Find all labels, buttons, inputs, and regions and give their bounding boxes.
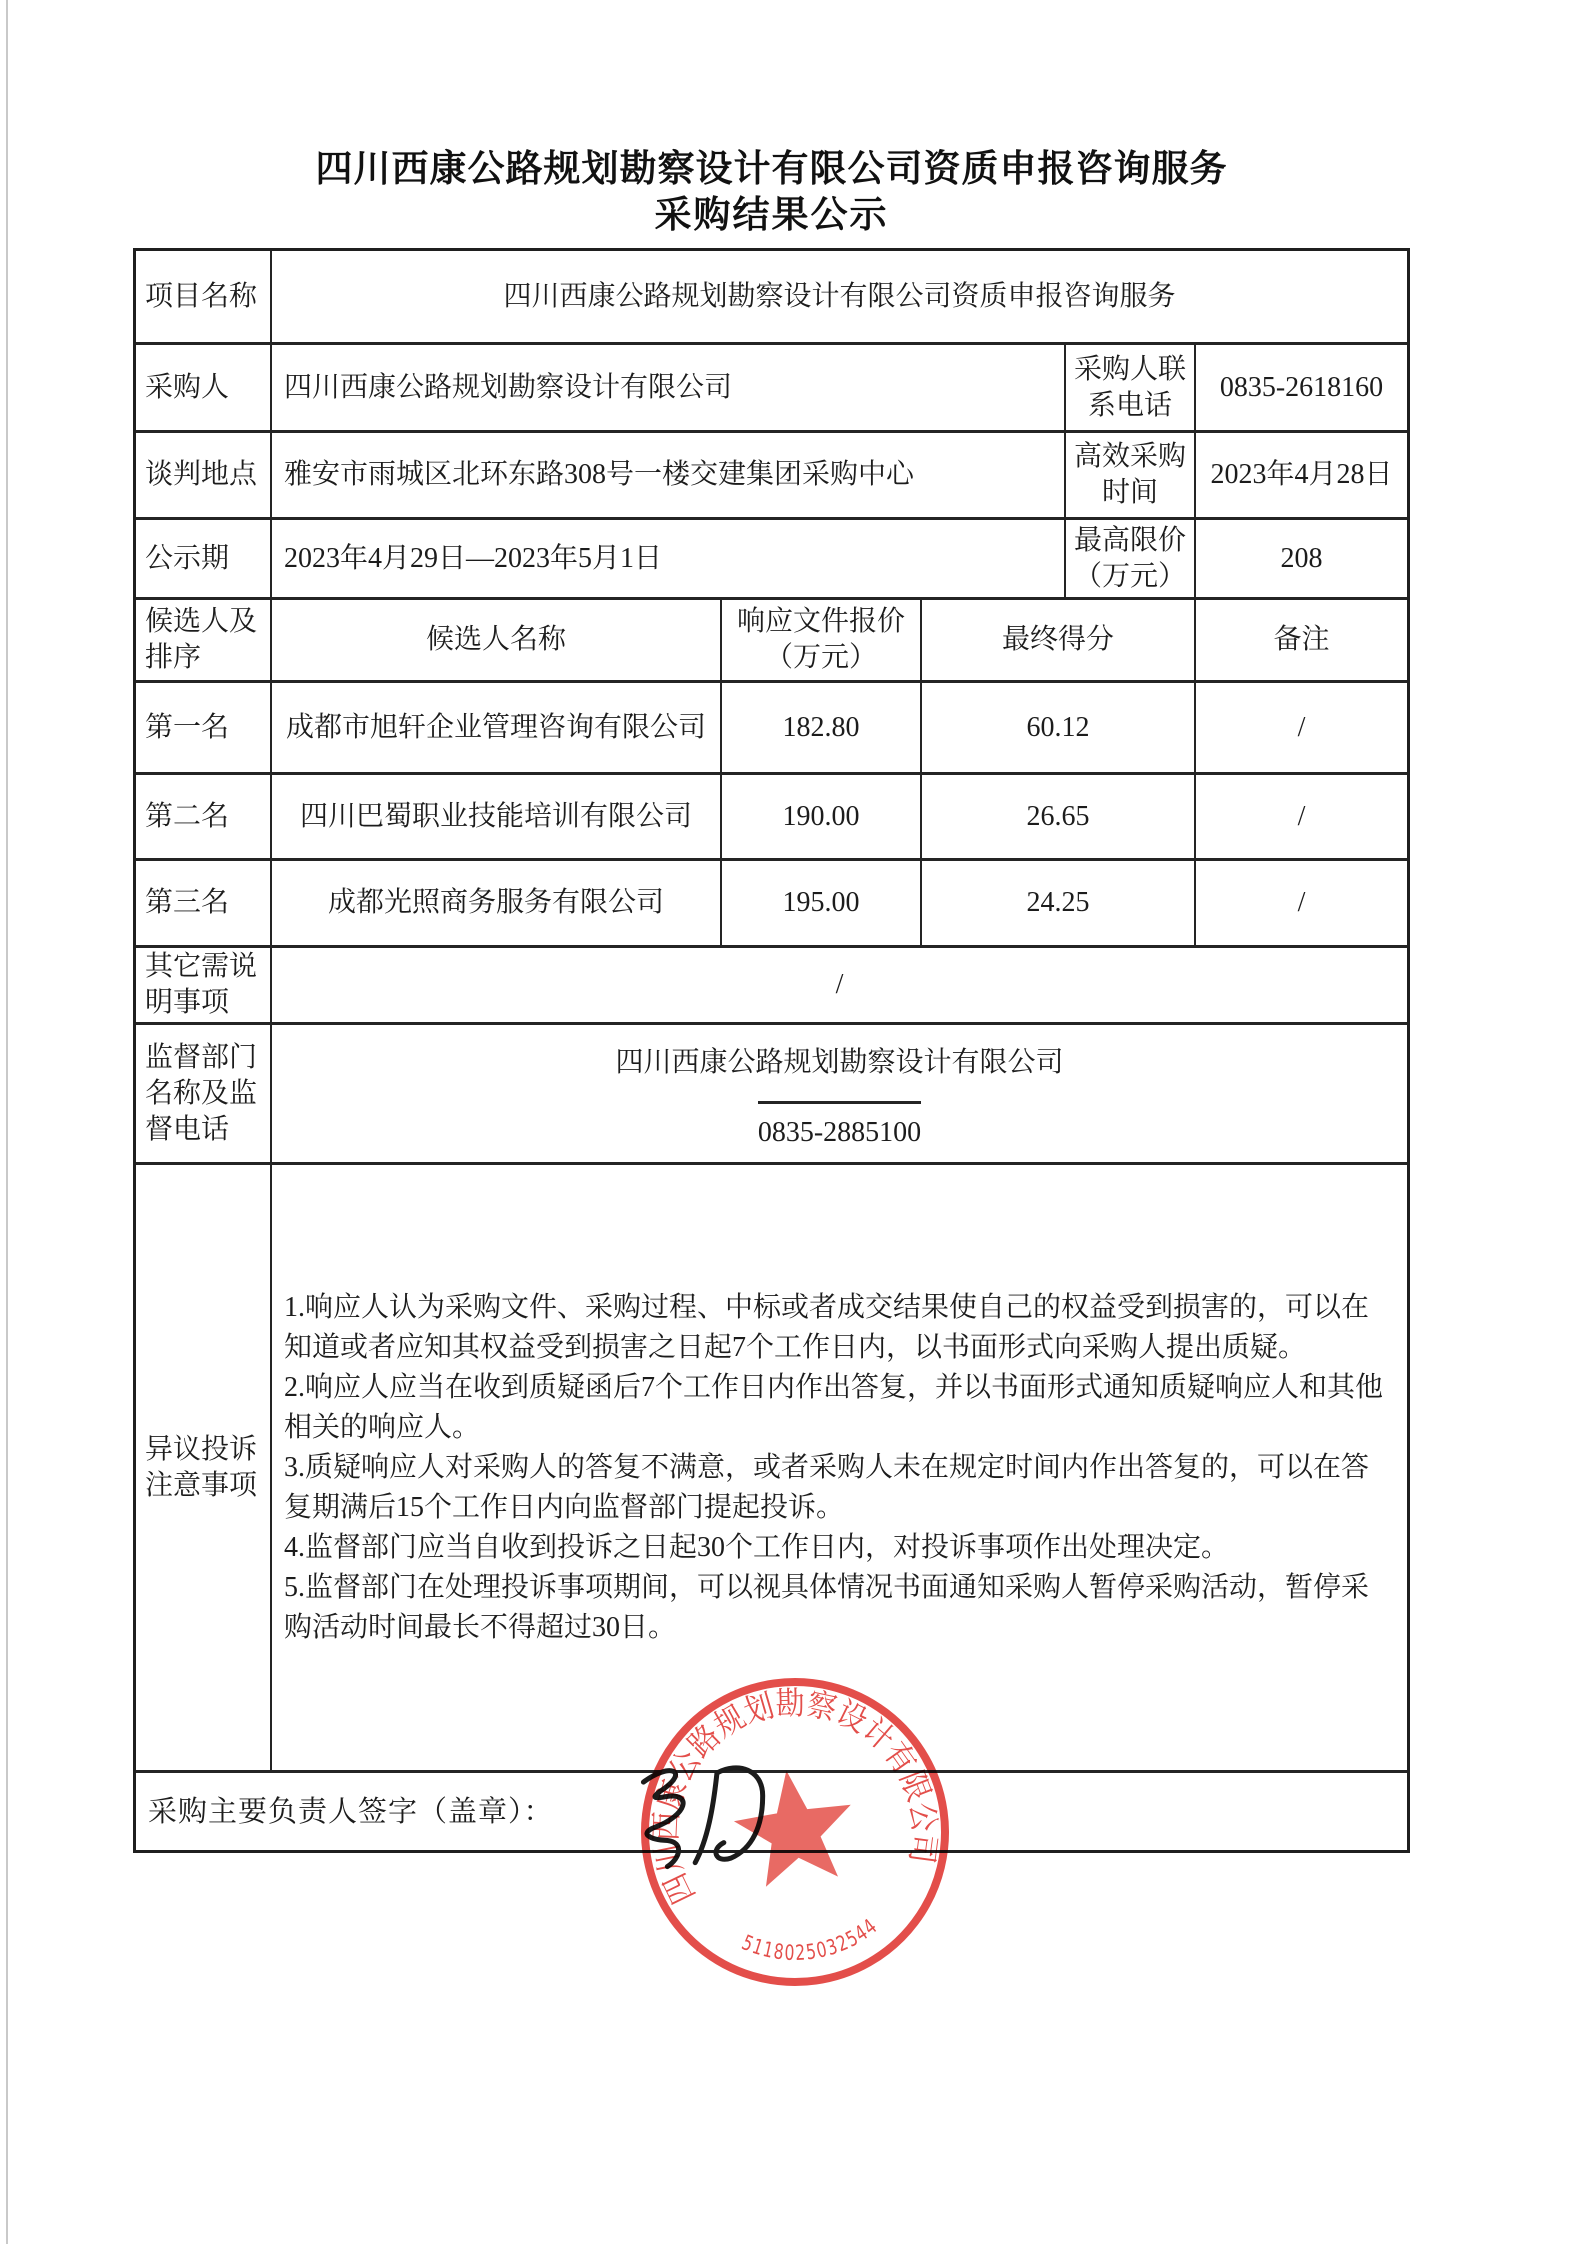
row-supervision xyxy=(136,1022,1407,1162)
candidate-3-remark: / xyxy=(1194,861,1407,945)
objection-item-1: 1.响应人认为采购文件、采购过程、中标或者成交结果使自己的权益受到损害的，可以在知道或者应知其权益受到损害之日起7个工作日内，以书面形式向采购人提出质疑。 xyxy=(284,1291,1370,1363)
row-project-name xyxy=(136,251,1407,342)
seal-star xyxy=(728,1762,860,1890)
row-other-notes xyxy=(136,945,1407,1022)
supervision-department-name: 四川西康公路规划勘察设计有限公司 xyxy=(615,1047,1064,1079)
seal-number-text: 5118025032544 xyxy=(738,1911,886,1966)
candidate-1-score: 60.12 xyxy=(920,683,1194,772)
objection-item-3: 3.质疑响应人对采购人的答复不满意，或者采购人未在规定时间内作出答复的，可以在答复期满后15个工作日内向监督部门提起投诉。 xyxy=(284,1451,1370,1523)
title-line-2: 采购结果公示 xyxy=(654,193,889,236)
supervision-phone: 0835-2885100 xyxy=(758,1101,921,1162)
negotiation-place-value: 雅安市雨城区北环东路308号一楼交建集团采购中心 xyxy=(270,433,1064,517)
candidates-remark-header: 备注 xyxy=(1194,600,1407,680)
objection-item-4: 4.监督部门应当自收到投诉之日起30个工作日内，对投诉事项作出处理决定。 xyxy=(284,1531,1230,1563)
candidate-1-rank: 第一名 xyxy=(145,711,230,743)
scan-edge-artifact xyxy=(6,0,8,2244)
candidate-1-name: 成都市旭轩企业管理咨询有限公司 xyxy=(270,683,720,772)
candidate-3-score: 24.25 xyxy=(920,861,1194,945)
candidate-2-name: 四川巴蜀职业技能培训有限公司 xyxy=(270,775,720,858)
title-line-1: 四川西康公路规划勘察设计有限公司资质申报咨询服务 xyxy=(315,147,1228,190)
seal-company-text: 四川西康公路规划勘察设计有限公司 xyxy=(646,1683,945,1910)
procure-time-value: 2023年4月28日 xyxy=(1194,433,1407,517)
table-row-candidate-2 xyxy=(136,772,1407,858)
row-negotiation-place xyxy=(136,430,1407,517)
other-notes-value: / xyxy=(270,948,1407,1022)
other-notes-label: 其它需说明事项 xyxy=(145,951,258,1018)
candidate-2-score: 26.65 xyxy=(920,775,1194,858)
table-row-candidate-1 xyxy=(136,680,1407,772)
objection-items xyxy=(284,1288,1393,1648)
objection-item-5: 5.监督部门在处理投诉事项期间，可以视具体情况书面通知采购人暂停采购活动，暂停采购活动时间最长不得超过30日。 xyxy=(284,1571,1370,1643)
candidate-3-name: 成都光照商务服务有限公司 xyxy=(270,861,720,945)
negotiation-place-label: 谈判地点 xyxy=(145,459,258,490)
result-table xyxy=(133,248,1410,1853)
purchaser-label: 采购人 xyxy=(145,371,230,403)
project-name-value: 四川西康公路规划勘察设计有限公司资质申报咨询服务 xyxy=(270,251,1407,342)
candidate-2-remark: / xyxy=(1194,775,1407,858)
candidate-3-price: 195.00 xyxy=(720,861,920,945)
candidate-2-rank: 第二名 xyxy=(145,800,230,832)
procure-time-label: 高效采购时间 xyxy=(1064,433,1194,517)
supervision-label: 监督部门名称及监督电话 xyxy=(145,1041,258,1145)
purchaser-value: 四川西康公路规划勘察设计有限公司 xyxy=(270,345,1064,430)
signature-label: 采购主要负责人签字（盖章）： xyxy=(148,1795,554,1828)
purchaser-phone-label: 采购人联系电话 xyxy=(1064,345,1194,430)
candidate-2-price: 190.00 xyxy=(720,775,920,858)
max-price-label: 最高限价（万元） xyxy=(1064,520,1194,597)
row-purchaser xyxy=(136,342,1407,430)
row-publicity-period xyxy=(136,517,1407,597)
candidates-price-header: 响应文件报价（万元） xyxy=(720,600,920,680)
candidate-1-price: 182.80 xyxy=(720,683,920,772)
candidates-name-header: 候选人名称 xyxy=(270,600,720,680)
company-seal-stamp xyxy=(625,1662,965,2002)
candidates-score-header: 最终得分 xyxy=(920,600,1194,680)
purchaser-phone-value: 0835-2618160 xyxy=(1194,345,1407,430)
max-price-value: 208 xyxy=(1194,520,1407,597)
supervision-values xyxy=(270,1025,1407,1162)
project-name-label: 项目名称 xyxy=(145,280,258,312)
objection-notice-label: 异议投诉注意事项 xyxy=(145,1433,258,1501)
document-title xyxy=(133,146,1410,238)
candidates-rank-header: 候选人及排序 xyxy=(145,606,258,673)
table-row-candidate-3 xyxy=(136,858,1407,945)
objection-item-2: 2.响应人应当在收到质疑函后7个工作日内作出答复，并以书面形式通知质疑响应人和其他相关的响应人。 xyxy=(284,1371,1384,1443)
publicity-period-label: 公示期 xyxy=(145,542,230,574)
candidate-3-rank: 第三名 xyxy=(145,887,230,918)
row-candidates-header xyxy=(136,597,1407,680)
candidate-1-remark: / xyxy=(1194,683,1407,772)
publicity-period-value: 2023年4月29日—2023年5月1日 xyxy=(270,520,1064,597)
